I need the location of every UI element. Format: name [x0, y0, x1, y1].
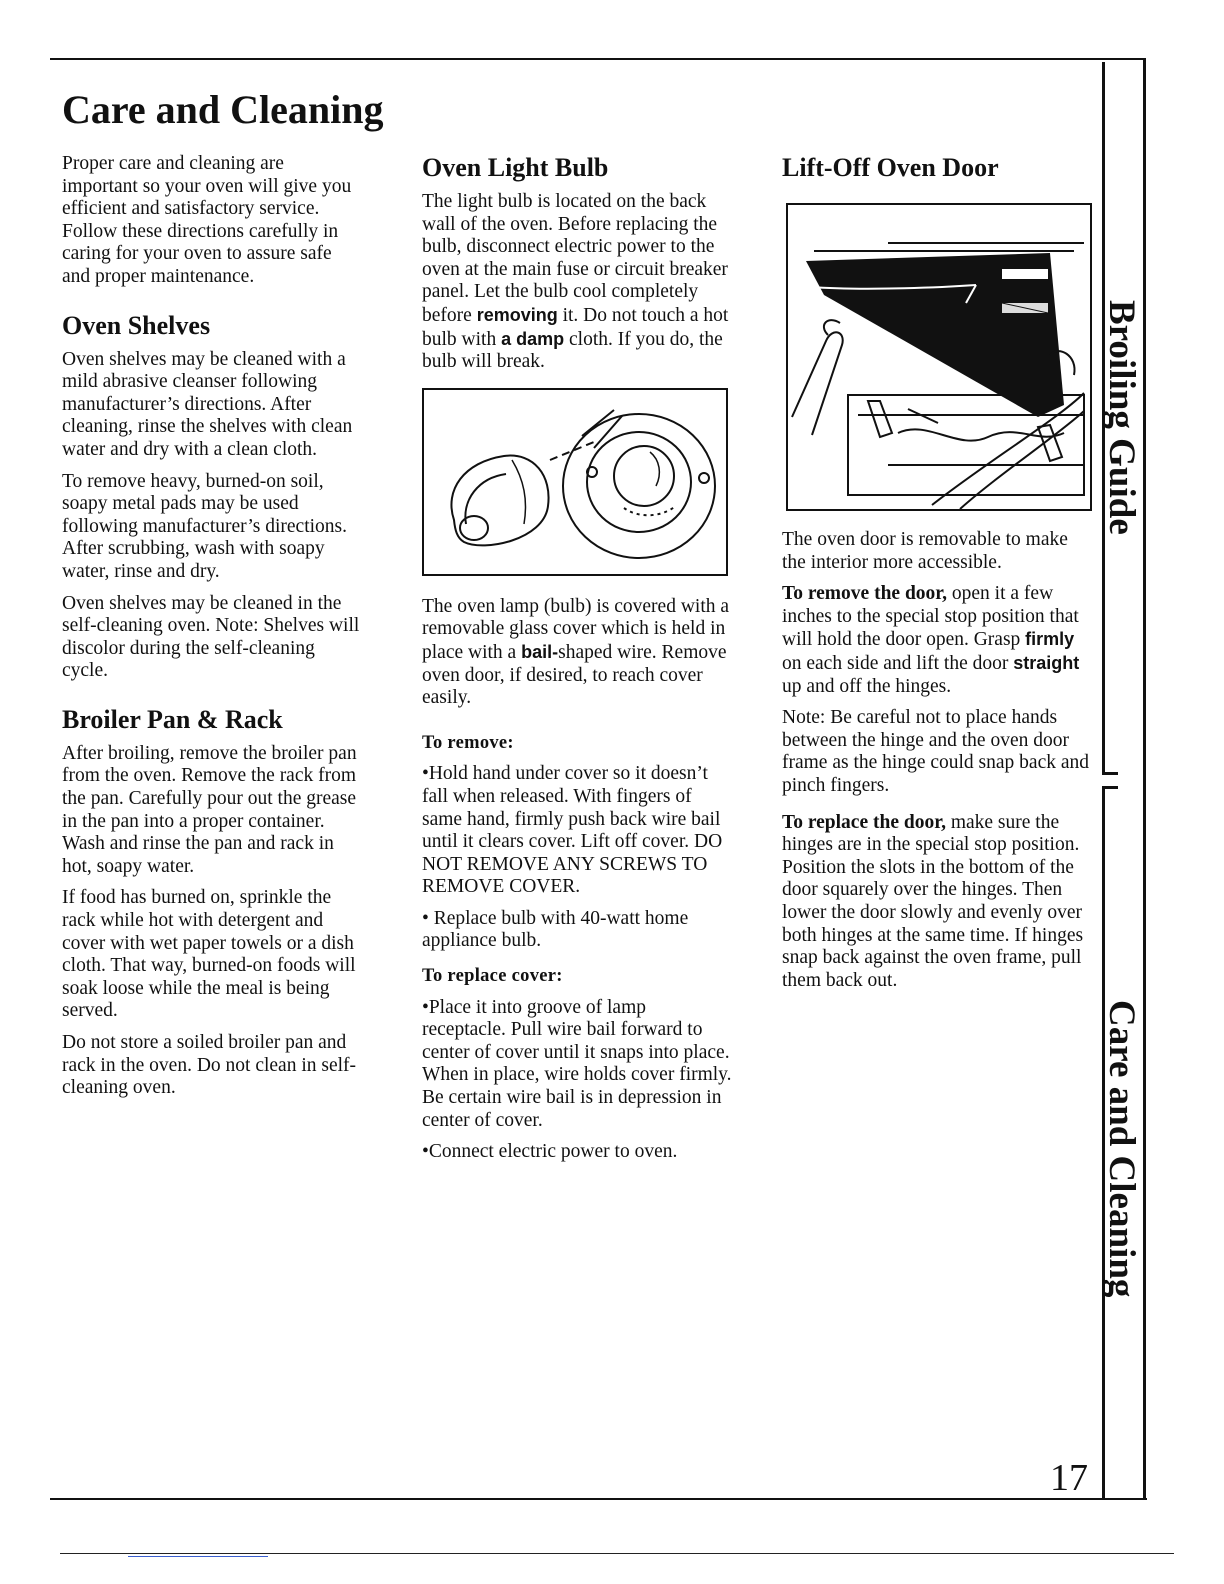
- door-p2-emphasis-straight: straight: [1013, 652, 1080, 673]
- door-replace-lead: To replace the door,: [782, 811, 946, 833]
- bulb-p1-emphasis-damp: a damp: [501, 328, 565, 349]
- broiler-paragraph-2: If food has burned on, sprinkle the rack while hot with detergent and cover with wet paper towels or a dish cloth. That way, burned-on foods will soak loose while the meal is being served.: [62, 887, 356, 1022]
- to-remove-heading: To remove:: [422, 732, 514, 753]
- bulb-paragraph-2: [422, 596, 734, 710]
- oven-light-bulb-heading: Oven Light Bulb: [422, 153, 609, 182]
- bulb-paragraph-1: [422, 191, 734, 374]
- door-note: Note: Be careful not to place hands between the hinge and the oven door frame as the hinge could snap back and pinch fingers.: [782, 707, 1090, 796]
- bulb-p1-text-c: it. Do not touch a hot bulb with: [422, 304, 729, 350]
- oven-door-illustration: [786, 203, 1092, 511]
- page-title: Care and Cleaning: [62, 87, 384, 132]
- side-tab-border: [1143, 58, 1146, 1500]
- footer-accent-line: [128, 1556, 268, 1557]
- broiler-paragraph-1: After broiling, remove the broiler pan from the oven. Remove the rack from the pan. Carefully pour out the grease in the pan into a proper container. Wash and rinse the pan and rack in hot, soapy water.: [62, 742, 357, 877]
- remove-step-2: • Replace bulb with 40-watt home appliance bulb.: [422, 907, 689, 952]
- door-paragraph-1: The oven door is removable to make the interior more accessible.: [782, 529, 1068, 573]
- column-left: [62, 153, 362, 1109]
- shelves-paragraph-2: To remove heavy, burned-on soil, soapy metal pads may be used following manufacturer’s directions. After scrubbing, wash with soapy water, rinse and dry.: [62, 470, 348, 582]
- side-tab-broiling-guide[interactable]: Broiling Guide: [1101, 300, 1142, 535]
- oven-shelves-heading: Oven Shelves: [62, 310, 211, 340]
- bulb-p1-emphasis-removing: removing: [476, 304, 558, 325]
- column-right: [782, 153, 1094, 1001]
- door-paragraph-4: [782, 812, 1094, 993]
- bulb-p1-text-a: The light bulb is located on the back wall of the oven. Before replacing the bulb, disconnect electric power to the oven at the main fuse or circuit breaker panel. Let the bulb cool completely before: [422, 191, 728, 326]
- lamp-cover-illustration: [422, 388, 728, 576]
- column-middle: [422, 153, 734, 1173]
- broiler-pan-heading: Broiler Pan & Rack: [62, 704, 283, 734]
- bulb-p1-text-e: cloth. If you do, the bulb will break.: [422, 328, 723, 373]
- lamp-cover-drawing: [424, 390, 726, 574]
- door-p2-text-e: up and off the hinges.: [782, 675, 952, 697]
- bulb-p2-emphasis-bail: bail-: [521, 641, 559, 662]
- footer-rule: [60, 1553, 1174, 1554]
- lift-off-oven-door-heading: Lift-Off Oven Door: [782, 153, 999, 182]
- oven-door-drawing: [788, 205, 1090, 509]
- remove-step-1: •Hold hand under cover so it doesn’t fall when released. With fingers of same hand, firmly push back wire bail until it clears cover. Lift off cover. DO NOT REMOVE ANY SCREWS TO REMOVE COVER.: [422, 763, 723, 898]
- replace-step-1: •Place it into groove of lamp receptacle. Pull wire bail forward to center of cover until it snaps into place. When in place, wire holds cover firmly. Be certain wire bail is in depression in center of cover.: [422, 996, 732, 1131]
- intro-paragraph: Proper care and cleaning are important so your oven will give you efficient and satisfactory service. Follow these directions carefully in caring for your oven to assure safe and proper maintenance.: [62, 153, 352, 287]
- bulb-p2-text-c: shaped wire. Remove oven door, if desired, to reach cover easily.: [422, 641, 727, 709]
- shelves-paragraph-1: Oven shelves may be cleaned with a mild abrasive cleanser following manufacturer’s directions. After cleaning, rinse the shelves with clean water and dry with a clean cloth.: [62, 348, 353, 460]
- shelves-paragraph-3: Oven shelves may be cleaned in the self-cleaning oven. Note: Shelves will discolor during the self-cleaning cycle.: [62, 592, 360, 682]
- bottom-rule: [50, 1498, 1147, 1500]
- side-tab-notch-top: [1102, 772, 1118, 775]
- side-tab-care-and-cleaning[interactable]: Care and Cleaning: [1101, 1000, 1142, 1298]
- door-remove-lead: To remove the door,: [782, 583, 948, 605]
- door-p2-text-a: open it a few inches to the special stop position that will hold the door open. Grasp: [782, 583, 1079, 651]
- door-paragraph-2: [782, 583, 1094, 698]
- door-p4-text: make sure the hinges are in the special stop position. Position the slots in the bottom of the door squarely over the hinges. Then lower the door slowly and evenly over both hinges at the same time. If hinges snap back against the oven frame, pull them back out.: [782, 811, 1084, 991]
- door-p2-emphasis-firmly: firmly: [1025, 629, 1075, 650]
- replace-step-2: •Connect electric power to oven.: [422, 1141, 678, 1163]
- door-p2-text-c: on each side and lift the door: [782, 652, 1014, 674]
- to-replace-cover-heading: To replace cover:: [422, 966, 563, 987]
- page-number: 17: [1050, 1457, 1088, 1499]
- top-rule: [50, 58, 1145, 60]
- broiler-paragraph-3: Do not store a soiled broiler pan and rack in the oven. Do not clean in self-cleaning oven.: [62, 1032, 357, 1099]
- bulb-p2-text-a: The oven lamp (bulb) is covered with a removable glass cover which is held in place with a: [422, 595, 730, 663]
